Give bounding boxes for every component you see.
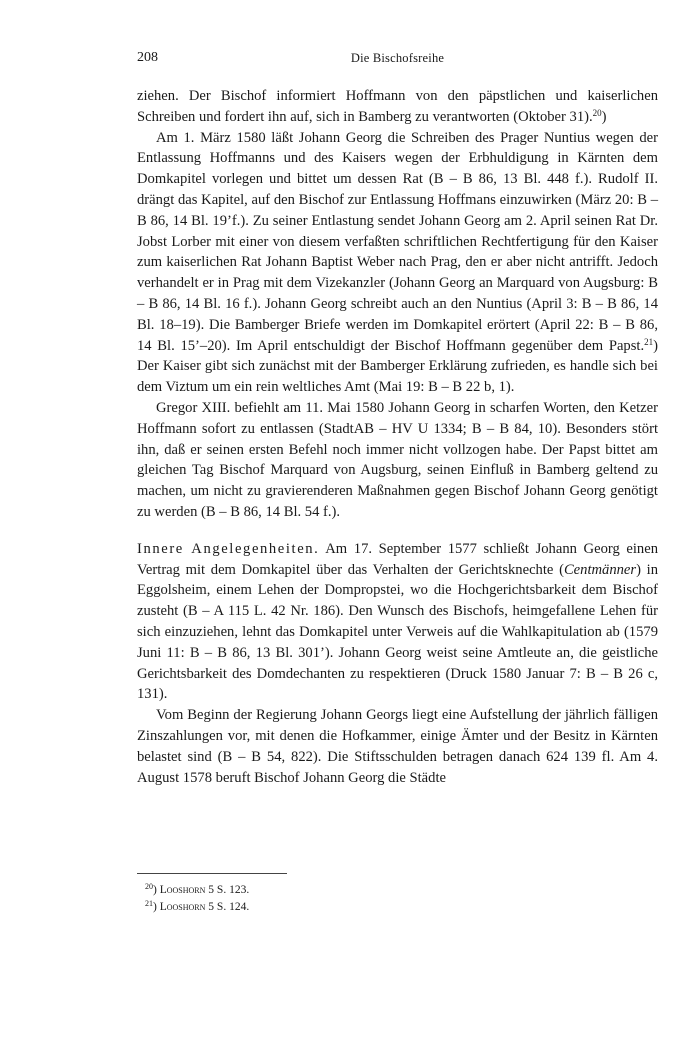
footnote-paren: ) [153, 900, 160, 913]
body-text [137, 86, 658, 788]
section-heading: Innere Angelegenheiten. [137, 540, 320, 557]
page-header [137, 50, 658, 70]
text-run: ziehen. Der Bischof informiert Hoffmann von den päpstlichen und kaiserlichen Schreiben und fordert ihn auf, sich in Bamberg zu verantworten (Oktober 31). [137, 88, 658, 125]
footnote-reference: 5 S. 123. [205, 884, 250, 896]
paragraph-p2 [137, 128, 658, 398]
text-run: ) in Eggolsheim, einem Lehen der Dompropstei, wo die Hochgerichtsbarkeit dem Bischof zusteht (B – A 115 L. 42 Nr. 186). Den Wunsch des Bischofs, heimgefallene Lehen für sich einzuziehen, lehnt das Domkapitel unter Verweis auf die Wahlkapitulation ab (1579 Juni 11: B – B 86, 13 Bl. 301’). Johann Georg weist seine Amtleute an, die geistliche Gerichtsbarkeit des Domdechanten zu respektieren (Druck 1580 Januar 7: B – B 26 c, 131). [137, 561, 658, 703]
italic-term: Centmänner [563, 561, 637, 578]
footnote-ref: 20 [592, 107, 602, 118]
footnote-author: Looshorn [159, 900, 206, 913]
footnote-author: Looshorn [159, 884, 206, 896]
footnote-21 [145, 899, 249, 916]
footnote-number: 20 [145, 882, 153, 891]
page-number: 208 [137, 50, 158, 65]
footnote-ref: 21 [644, 336, 654, 347]
paragraph-p3 [137, 398, 658, 523]
footnote-paren: ) [153, 884, 160, 896]
footnote-rule [137, 873, 287, 874]
text-run: Am 1. März 1580 läßt Johann Georg die Schreiben des Prager Nuntius wegen der Entlassung Hoffmanns und des Kaisers wegen der Erbhuldigung in Kärnten dem Domkapitel vorlegen und bittet um dessen Rat (B – B 86, 13 Bl. 448 f.). Rudolf II. drängt das Kapitel, auf den Bischof zur Entlassung Hoffmans einzuwirken (März 20: B – B 86, 14 Bl. 19’f.). Zu seiner Entlastung sendet Johann Georg am 2. April seinen Rat Dr. Jobst Lorber mit einer von diesem verfaßten schriftlichen Rechtfertigung für den Kaiser zum kaiserlichen Rat Johann Baptist Weber nach Prag, den er aber nicht antrifft. Jedoch verhandelt er in Prag mit dem Vizekanzler (Johann Georg an Marquard von Augsburg: B – B 86, 14 Bl. 16 f.). Johann Georg schreibt auch an den Nuntius (April 3: B – B 86, 14 Bl. 18–19). Die Bamberger Briefe werden im Domkapitel erörtert (April 22: B – B 86, 14 Bl. 15’–20). Im April entschuldigt der Bischof Hoffmann gegenüber dem Papst. [137, 129, 658, 354]
footnote-number: 21 [145, 898, 153, 908]
footnote-reference: 5 S. 124. [205, 900, 250, 913]
text-run: ) Der Kaiser gibt sich zunächst mit der Bamberger Erklärung zufrieden, es handle sich bei dem Viztum um ein rein weltliches Amt (Mai 19: B – B 22 b, 1). [137, 337, 658, 396]
footnote-20 [145, 882, 249, 899]
paragraph-p5 [137, 705, 658, 788]
footnotes [145, 882, 249, 915]
text-run: ) [601, 108, 607, 125]
text-run: Am 17. September 1577 schließt Johann Georg einen Vertrag mit dem Domkapitel über das Verhalten der Gerichtsknechte ( [137, 540, 658, 578]
paragraph-p4 [137, 539, 658, 705]
text-run: Vom Beginn der Regierung Johann Georgs liegt eine Aufstellung der jährlich fälligen Zinszahlungen vor, mit denen die Hofkammer, einige Ämter und der Besitz in Kärnten belastet sind (B – B 54, 822). Die Stiftsschulden betragen danach 624 139 fl. Am 4. August 1578 beruft Bischof Johann Georg die Städte [137, 707, 658, 786]
running-title: Die Bischofsreihe [350, 51, 445, 65]
paragraph-p1 [137, 86, 658, 128]
text-run: Gregor XIII. befiehlt am 11. Mai 1580 Johann Georg in scharfen Worten, den Ketzer Hoffmann sofort zu entlassen (StadtAB – HV U 1334; B – B 84, 10). Besonders stört ihn, daß er seinen ersten Befehl noch immer nicht vollzogen habe. Der Papst bittet am gleichen Tag Bischof Marquard von Augsburg, seinen Einfluß in Bamberg geltend zu machen, um nicht zu gravierenderen Maßnahmen gegen Bischof Johann Georg genötigt zu werden (B – B 86, 14 Bl. 54 f.). [137, 399, 658, 520]
